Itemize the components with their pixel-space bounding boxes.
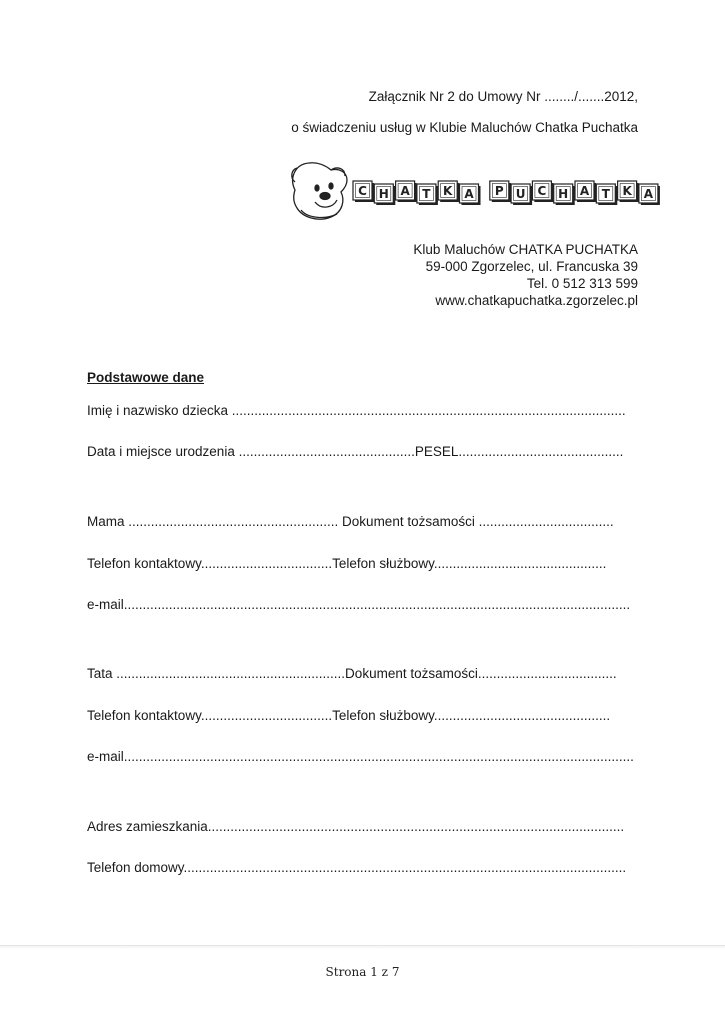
logo-block — [618, 181, 639, 202]
father-email-field[interactable]: e-mail........................................................................................................................................ — [87, 749, 634, 764]
club-street: 59-000 Zgorzelec, ul. Francuska 39 — [425, 259, 638, 274]
logo-block — [460, 184, 481, 205]
svg-text:H: H — [558, 187, 569, 201]
club-address — [413, 241, 638, 309]
home-address-field[interactable]: Adres zamieszkania............................................................................................................... — [87, 819, 625, 834]
teddy-bear-icon — [292, 163, 347, 219]
logo-block — [575, 181, 596, 202]
logo-block — [438, 181, 459, 202]
logo-block — [596, 184, 617, 205]
birth-pesel-field[interactable]: Data i miejsce urodzenia ...............................................PESEL............................................ — [87, 444, 624, 459]
svg-text:A: A — [464, 187, 474, 201]
page-number: Strona 1 z 7 — [325, 965, 400, 979]
footer-divider-shadow — [0, 946, 725, 949]
mother-phone-field[interactable]: Telefon kontaktowy...................................Telefon służbowy.............................................. — [87, 556, 607, 571]
section-title-basic-data: Podstawowe dane — [87, 370, 205, 385]
father-phone-field[interactable]: Telefon kontaktowy...................................Telefon służbowy............................................... — [87, 708, 611, 723]
child-name-field[interactable]: Imię i nazwisko dziecka ......................................................................................................... — [87, 403, 626, 418]
logo-block — [639, 184, 660, 205]
annex-subtitle: o świadczeniu usług w Klubie Maluchów Chatka Puchatka — [291, 120, 638, 135]
logo-block — [490, 181, 511, 202]
mother-field[interactable]: Mama ........................................................ Dokument tożsamości .................................... — [87, 514, 614, 529]
svg-text:H: H — [378, 187, 389, 201]
club-name: Klub Maluchów CHATKA PUCHATKA — [413, 242, 638, 257]
svg-text:K: K — [443, 184, 453, 198]
annex-title: Załącznik Nr 2 do Umowy Nr ......../.......2012, — [368, 89, 638, 104]
svg-text:K: K — [622, 184, 632, 198]
logo-block — [417, 184, 438, 205]
home-phone-field[interactable]: Telefon domowy...................................................................................................................... — [87, 860, 627, 875]
svg-text:T: T — [601, 187, 610, 201]
logo-block — [374, 184, 395, 205]
father-field[interactable]: Tata .............................................................Dokument tożsamości..................................... — [87, 666, 617, 681]
logo-graphic — [287, 160, 654, 222]
club-website: www.chatkapuchatka.zgorzelec.pl — [435, 293, 638, 308]
svg-text:A: A — [643, 187, 654, 201]
club-phone: Tel. 0 512 313 599 — [526, 276, 638, 291]
svg-text:U: U — [515, 187, 526, 201]
chatka-puchatka-logo — [287, 160, 654, 222]
mother-email-field[interactable]: e-mail....................................................................................................................................... — [87, 597, 631, 612]
logo-block — [353, 181, 374, 202]
svg-text:P: P — [494, 184, 504, 198]
logo-block — [396, 181, 417, 202]
logo-letter-blocks — [353, 181, 660, 205]
logo-block — [554, 184, 575, 205]
svg-text:C: C — [537, 184, 547, 198]
logo-block — [511, 184, 532, 205]
svg-text:A: A — [579, 184, 590, 198]
svg-text:T: T — [422, 187, 431, 201]
logo-block — [532, 181, 553, 202]
svg-text:A: A — [400, 184, 410, 198]
svg-text:C: C — [358, 184, 367, 198]
